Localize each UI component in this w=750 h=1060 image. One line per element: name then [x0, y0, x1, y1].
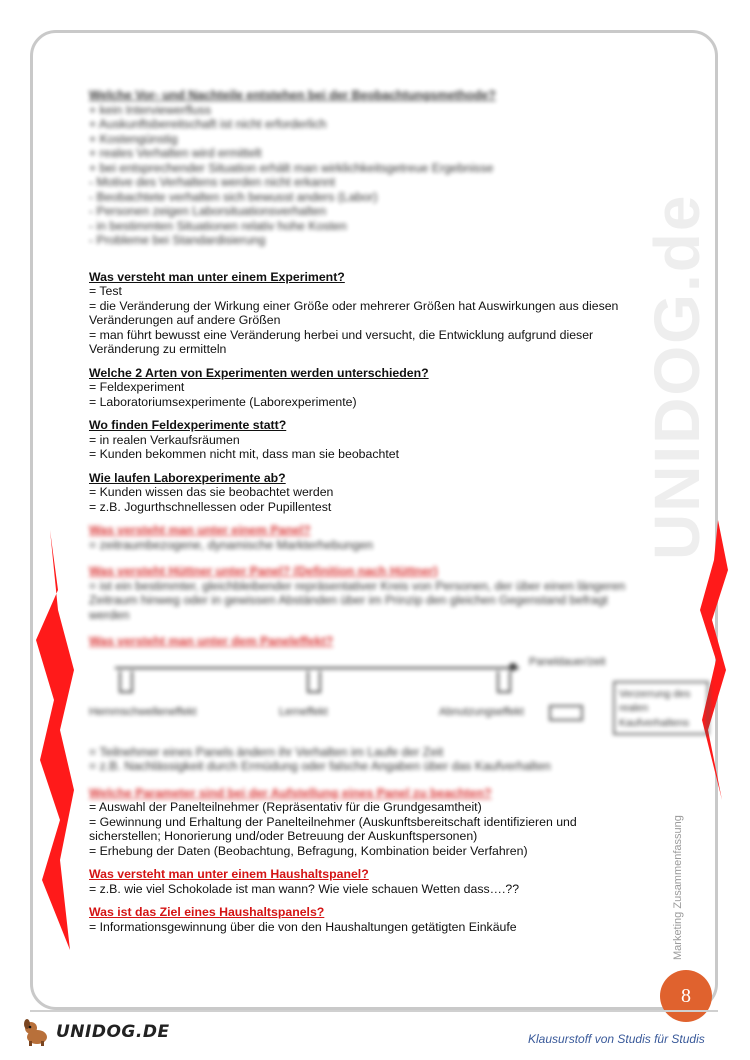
section-household-panel-goal [89, 905, 649, 934]
answer-line: = Test [89, 284, 122, 298]
logo-text: UNIDOG.DE [56, 1022, 170, 1042]
arrow-down-icon [119, 671, 133, 693]
diagram-label: Abnutzungseffekt [439, 705, 524, 718]
diagram-top-label: Paneldauer/zeit [529, 655, 606, 668]
answer-line: - Beobachtete verhalten sich bewusst anders (Labor) [89, 189, 378, 204]
section-household-panel [89, 867, 649, 896]
answer-line: = in realen Verkaufsräumen [89, 432, 240, 447]
answer-line: = z.B. Nachlässigkeit durch Ermüdung oder falsche Angaben über das Kaufverhalten [89, 759, 551, 773]
answer-line: + Auskunftsbereitschaft ist nicht erforderlich [89, 117, 327, 131]
panel-effect-diagram [89, 655, 691, 741]
question-heading: Was versteht man unter einem Experiment? [89, 269, 345, 284]
blurred-top-section [89, 88, 649, 248]
section-experiment-types [89, 366, 649, 410]
answer-line: = Feldexperiment [89, 380, 185, 394]
diagram-label: Hemmschwelleneffekt [89, 705, 197, 718]
unidog-logo [22, 1016, 170, 1048]
answer-line: = die Veränderung der Wirkung einer Größe oder mehrerer Größen hat Auswirkungen aus diesen Veränderungen auf andere Größen [89, 298, 619, 327]
answer-line: = z.B. wie viel Schokolade ist man wann? Wie viele schauen Wetten dass….?? [89, 881, 520, 896]
answer-line: = zeitraumbezogene, dynamische Markterhebungen [89, 537, 374, 552]
arrow-down-icon [497, 671, 511, 693]
dog-icon [22, 1017, 52, 1047]
timeline-line [115, 667, 519, 669]
bottom-rule [30, 1010, 718, 1012]
answer-line: + Kostengünstig [89, 131, 178, 146]
question-heading: Was versteht man unter einem Panel? [89, 523, 311, 537]
arrow-right-icon [549, 705, 583, 721]
answer-line: - in bestimmten Situationen relativ hohe Kosten [89, 218, 347, 233]
answer-line: = Laboratoriumsexperimente (Laborexperimente) [89, 394, 357, 409]
page-number-badge [660, 970, 712, 1022]
answer-line: + reales Verhalten wird ermittelt [89, 146, 262, 160]
diagram-label: Lerneffekt [279, 705, 328, 718]
section-panel-parameters [89, 800, 649, 858]
question-heading: Wo finden Feldexperimente statt? [89, 418, 287, 432]
answer-line: = man führt bewusst eine Veränderung herbei und versucht, die Entwicklung aufgrund dieser Veränderung zu ermitteln [89, 327, 594, 356]
question-heading: Wie laufen Laborexperimente ab? [89, 470, 286, 485]
question-heading: Was ist das Ziel eines Haushaltspanels? [89, 905, 325, 919]
red-tear-right-decoration [698, 520, 732, 800]
side-document-title: Marketing Zusammenfassung [672, 815, 684, 960]
watermark: UNIDOG.de [641, 193, 713, 560]
red-tear-left-decoration [30, 530, 78, 950]
arrow-down-icon [307, 671, 321, 693]
question-heading: Welche Vor- und Nachteile entstehen bei der Beobachtungsmethode? [89, 88, 496, 102]
question-heading: Was versteht man unter dem Paneleffekt? [89, 634, 334, 648]
question-heading: Was versteht man unter einem Haushaltspanel? [89, 867, 369, 881]
page-number: 8 [681, 984, 691, 1007]
answer-line: + kein Interviewerfluss [89, 102, 211, 117]
answer-line: + bei entsprechender Situation erhält man wirklichkeitsgetreue Ergebnisse [89, 160, 494, 175]
answer-line: = Informationsgewinnung über die von den Haushaltungen getätigten Einkäufe [89, 919, 517, 934]
footer-tagline: Klausurstoff von Studis für Studis [528, 1032, 705, 1046]
blurred-middle-section [89, 523, 691, 800]
question-heading: Welche 2 Arten von Experimenten werden unterschieden? [89, 365, 429, 380]
question-heading: Welche Parameter sind bei der Aufstellung eines Panel zu beachten? [89, 785, 492, 800]
answer-line: = Kunden wissen das sie beobachtet werden [89, 485, 334, 499]
answer-line: - Personen zeigen Laborsituationsverhalten [89, 204, 327, 218]
answer-line: = Erhebung der Daten (Beobachtung, Befragung, Kombination beider Verfahren) [89, 843, 528, 858]
answer-line: = Gewinnung und Erhaltung der Panelteilnehmer (Auskunftsbereitschaft identifizieren und sicherstellen; Honorierung und/oder Betreuung der Auskunftspersonen) [89, 814, 577, 843]
answer-line: = Auswahl der Panelteilnehmer (Repräsentativ für die Grundgesamtheit) [89, 800, 482, 814]
section-experiment [89, 270, 649, 357]
answer-line: = ist ein bestimmter, gleichbleibender repräsentativer Kreis von Personen, der über einen längeren Zeitraum hinweg oder in gewissen Abständen über im Prinzip den gleichen Gegenstand befragt werden [89, 578, 626, 622]
answer-line: = Kunden bekommen nicht mit, dass man sie beobachtet [89, 447, 399, 461]
answer-line: - Motive des Verhaltens werden nicht erkannt [89, 175, 336, 189]
timeline-end-dot [509, 663, 517, 671]
section-lab-experiments [89, 471, 649, 515]
answer-line: = z.B. Jogurthschnellessen oder Pupillentest [89, 499, 332, 514]
answer-line: - Probleme bei Standardisierung [89, 233, 266, 247]
answer-line: = Teilnehmer eines Panels ändern ihr Verhalten im Laufe der Zeit [89, 744, 444, 759]
diagram-result-box: Verzerrung des realen Kaufverhaltens [613, 681, 709, 735]
section-field-experiments [89, 418, 649, 462]
question-heading: Was versteht Hüttner unter Panel? (Definition nach Hüttner) [89, 564, 438, 578]
